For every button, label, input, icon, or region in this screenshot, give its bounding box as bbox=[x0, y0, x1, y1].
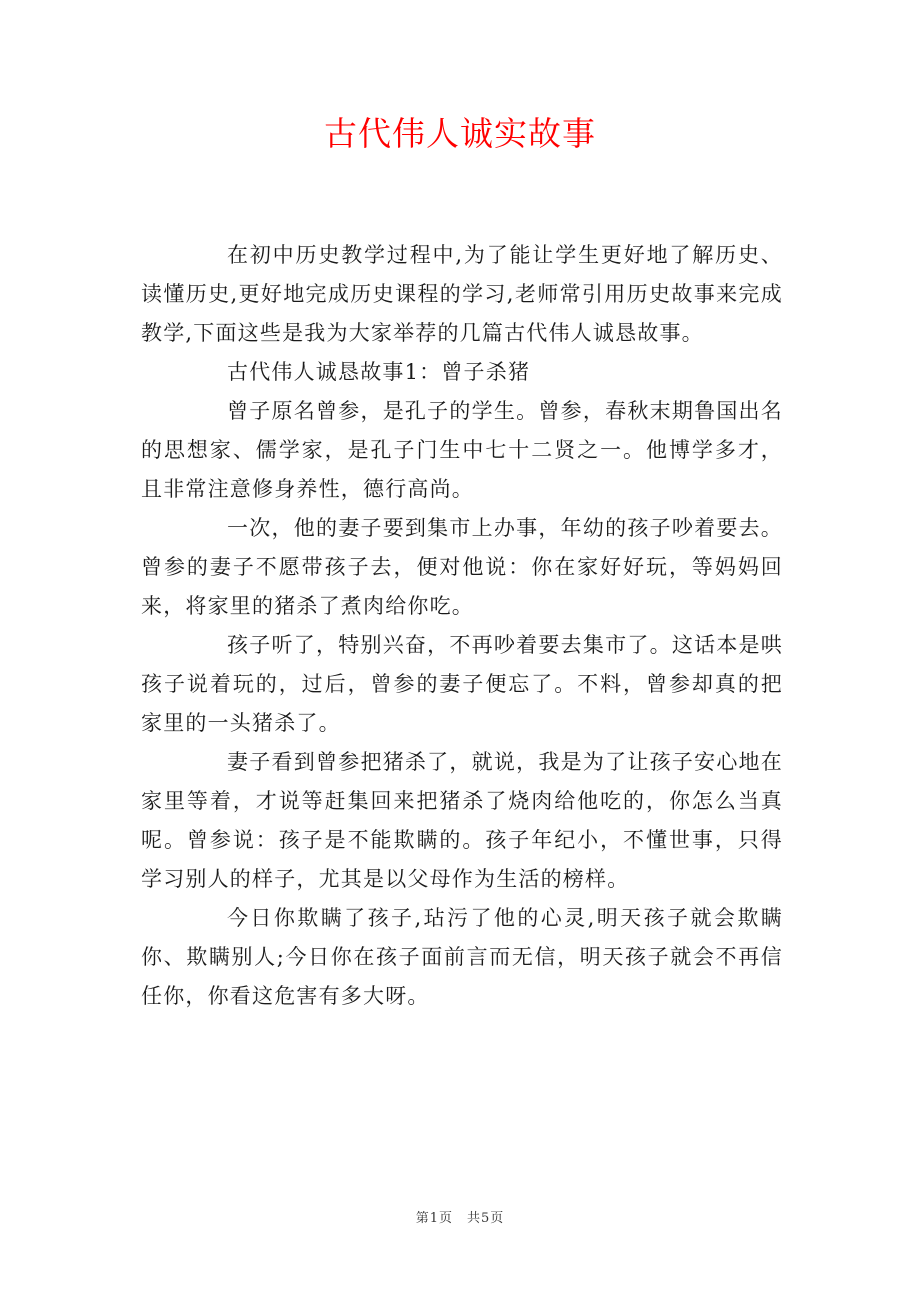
body-paragraph: 曾子原名曾参，是孔子的学生。曾参，春秋末期鲁国出名的思想家、儒学家，是孔子门生中七十二贤之一。他博学多才，且非常注意修身养性，德行高尚。 bbox=[141, 399, 783, 501]
body-paragraph: 孩子听了，特别兴奋，不再吵着要去集市了。这话本是哄孩子说着玩的，过后，曾参的妻子便忘了。不料，曾参却真的把家里的一头猪杀了。 bbox=[141, 633, 783, 735]
page-footer bbox=[0, 1207, 920, 1226]
document-title: 古代伟人诚实故事 bbox=[324, 114, 596, 153]
body-paragraph: 妻子看到曾参把猪杀了，就说，我是为了让孩子安心地在家里等着，才说等赶集回来把猪杀了烧肉给他吃的，你怎么当真呢。曾参说：孩子是不能欺瞒的。孩子年纪小，不懂世事，只得学习别人的样子，尤其是以父母作为生活的榜样。 bbox=[141, 750, 783, 891]
body-paragraph: 一次，他的妻子要到集市上办事，年幼的孩子吵着要去。曾参的妻子不愿带孩子去，便对他说：你在家好好玩，等妈妈回来，将家里的猪杀了煮肉给你吃。 bbox=[141, 516, 783, 618]
body-paragraph: 今日你欺瞒了孩子,玷污了他的心灵,明天孩子就会欺瞒你、欺瞒别人;今日你在孩子面前言而无信，明天孩子就会不再信任你，你看这危害有多大呀。 bbox=[141, 906, 783, 1008]
page-number: 第1页 bbox=[415, 1211, 453, 1226]
document-body bbox=[141, 236, 783, 1016]
intro-paragraph: 在初中历史教学过程中,为了能让学生更好地了解历史、读懂历史,更好地完成历史课程的学习,老师常引用历史故事来完成教学,下面这些是我为大家举荐的几篇古代伟人诚恳故事。 bbox=[141, 243, 783, 345]
story-heading: 古代伟人诚恳故事1：曾子杀猪 bbox=[227, 360, 531, 384]
page-total: 共5页 bbox=[467, 1211, 505, 1226]
